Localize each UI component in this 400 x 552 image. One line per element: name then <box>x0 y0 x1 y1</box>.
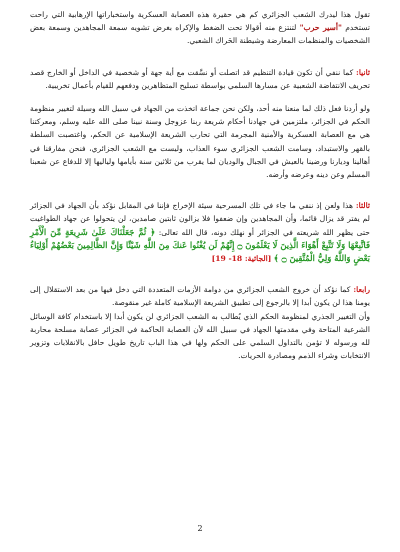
paragraph-fourth: رابعا: كما نؤكد أن خروج الشعب الجزائري من دوامة الأزمات المتعددة التي دخل فيها من بعد الاستقلال إلى يومنا هذا لن يكون أبدا إلا بالرجوع إلى تطبيق الشريعة الإسلامية كاملة غير منقوصة. <box>30 285 370 308</box>
paragraph-intro: تقول هذا ليدرك الشعب الجزائري كم هي حقيرة هذه العصابة العسكرية واستخباراتها الإرهابية التي راحت تستخدم "أسير حرب" لتنتزع منه أقوالا تحت الضغط والإكراه بغرض تشويه سمعة المجاهدين وسمعة بعض الشخصيات والمنظمات المعارضة وشيطنة الحَراك الشعبي. <box>30 10 371 46</box>
paragraph-third: ثالثا: هذا ولعن إذ ننفي ما جاء في تلك المسرحية سيئة الإخراج فإننا في المقابل نؤكد بأن الجهاد في الجزائر لم يفتر قد يزال قائما، وأن المجاهدين وإن ضعفوا فلا يزالون ثابتين صامدين، لن يتحولوا عن جهاد الطواغيت حتى يظهر الله شريعته في الجزائر أو نهلك دونه، قال الله تعالى: ﴿ ثُمَّ جَعَلْنَاكَ عَلَىٰ شَرِيعَةٍ مِّنَ الْأَمْرِ فَاتَّبِعْهَا وَلَا تَتَّبِعْ أَهْوَاءَ الَّذِينَ لَا يَعْلَمُونَ ۝ إِنَّهُمْ لَن يُغْنُوا عَنكَ مِنَ اللَّهِ شَيْئًا وَإِنَّ الظَّالِمِينَ بَعْضُهُمْ أَوْلِيَاءُ بَعْضٍ وَاللَّهُ وَلِيُّ الْمُتَّقِينَ ۝ ﴾ [الجاثية: 18- 19] <box>30 201 370 264</box>
paragraph-gap <box>30 48 370 66</box>
quoted-term: "أسير حرب" <box>299 23 342 33</box>
paragraph-gap <box>30 181 370 199</box>
section-label-third: ثالثا: <box>355 201 370 211</box>
quran-verse: ﴿ ثُمَّ جَعَلْنَاكَ عَلَىٰ شَرِيعَةٍ مِّنَ الْأَمْرِ فَاتَّبِعْهَا وَلَا تَتَّبِعْ أَهْوَاءَ الَّذِينَ لَا يَعْلَمُونَ ۝ إِنَّهُمْ لَن يُغْنُوا عَنكَ مِنَ اللَّهِ شَيْئًا وَإِنَّ الظَّالِمِينَ بَعْضُهُمْ أَوْلِيَاءُ بَعْضٍ وَاللَّهُ وَلِيُّ الْمُتَّقِينَ ۝ ﴾ <box>30 226 370 264</box>
page-number: 2 <box>197 524 203 533</box>
paragraph-continuation: ولو أردنا فعل ذلك لما منعنا منه أحد، ولكن نحن جماعة اتخذت من الجهاد في سبيل الله وسيلة لتغيير منظومة الحكم في الجزائر، ملتزمين في جهادنا أحكام شريعة ربنا عزوجل وسنة نبينا صلى الله عليه وسلم، ومعركتنا هي مع العصابة العسكرية والأمنية المجرمة التي تحارب الشريعة الإسلامية عن الحكم، واغتصبت السلطة بالقهر والاستبداد، وسامت الشعب الجزائري سوء العذاب، وليست مع الشعب الجزائري، فنحن مفارقنا في أهالينا وديارنا ورضينا بالعيش في الجبال والوديان لما يقرب من ثلاثين سنة بأيامها ولياليها إلا للدفاع عن شعبنا المسلم وعن دينه وعرضه وأرضه. <box>30 104 370 180</box>
paragraph-gap <box>30 92 370 102</box>
verse-reference: [الجاثية: 18- 19] <box>211 254 272 264</box>
section-label-second: ثانيا: <box>356 67 370 77</box>
section-label-fourth: رابعا: <box>353 285 370 295</box>
paragraph-second: ثانيا: كما ننفي أن تكون قيادة التنظيم قد اتصلت أو نسَّقت مع أية جهة أو شخصية في الداخل أو الخارج قصد تحريف الانتفاضة الشعبية عن مسارها السلمي بواسطة تسليح المتظاهرين ودفعهم للقيام بأعمال تخريبية. <box>30 67 370 90</box>
paragraph-gap <box>30 265 370 283</box>
paragraph-fourth-continued: وأن التغيير الجذري لمنظومة الحكم الذي يُطالب به الشعب الجزائري لن يكون أبدا إلا باستخدام كافة الوسائل الشرعية المتاحة وفي مقدمتها الجهاد في سبيل الله لأن العصابة الحاكمة في الجزائر عصابة مسلحة محاربة لله ورسوله لا تؤمن بالتداول السلمي على الحكم ولها في هذا الباب تاريخ طويل حافل بالانقلابات وتزوير الانتخابات وشراء الذمم ومصادرة الحريات. <box>30 311 370 361</box>
